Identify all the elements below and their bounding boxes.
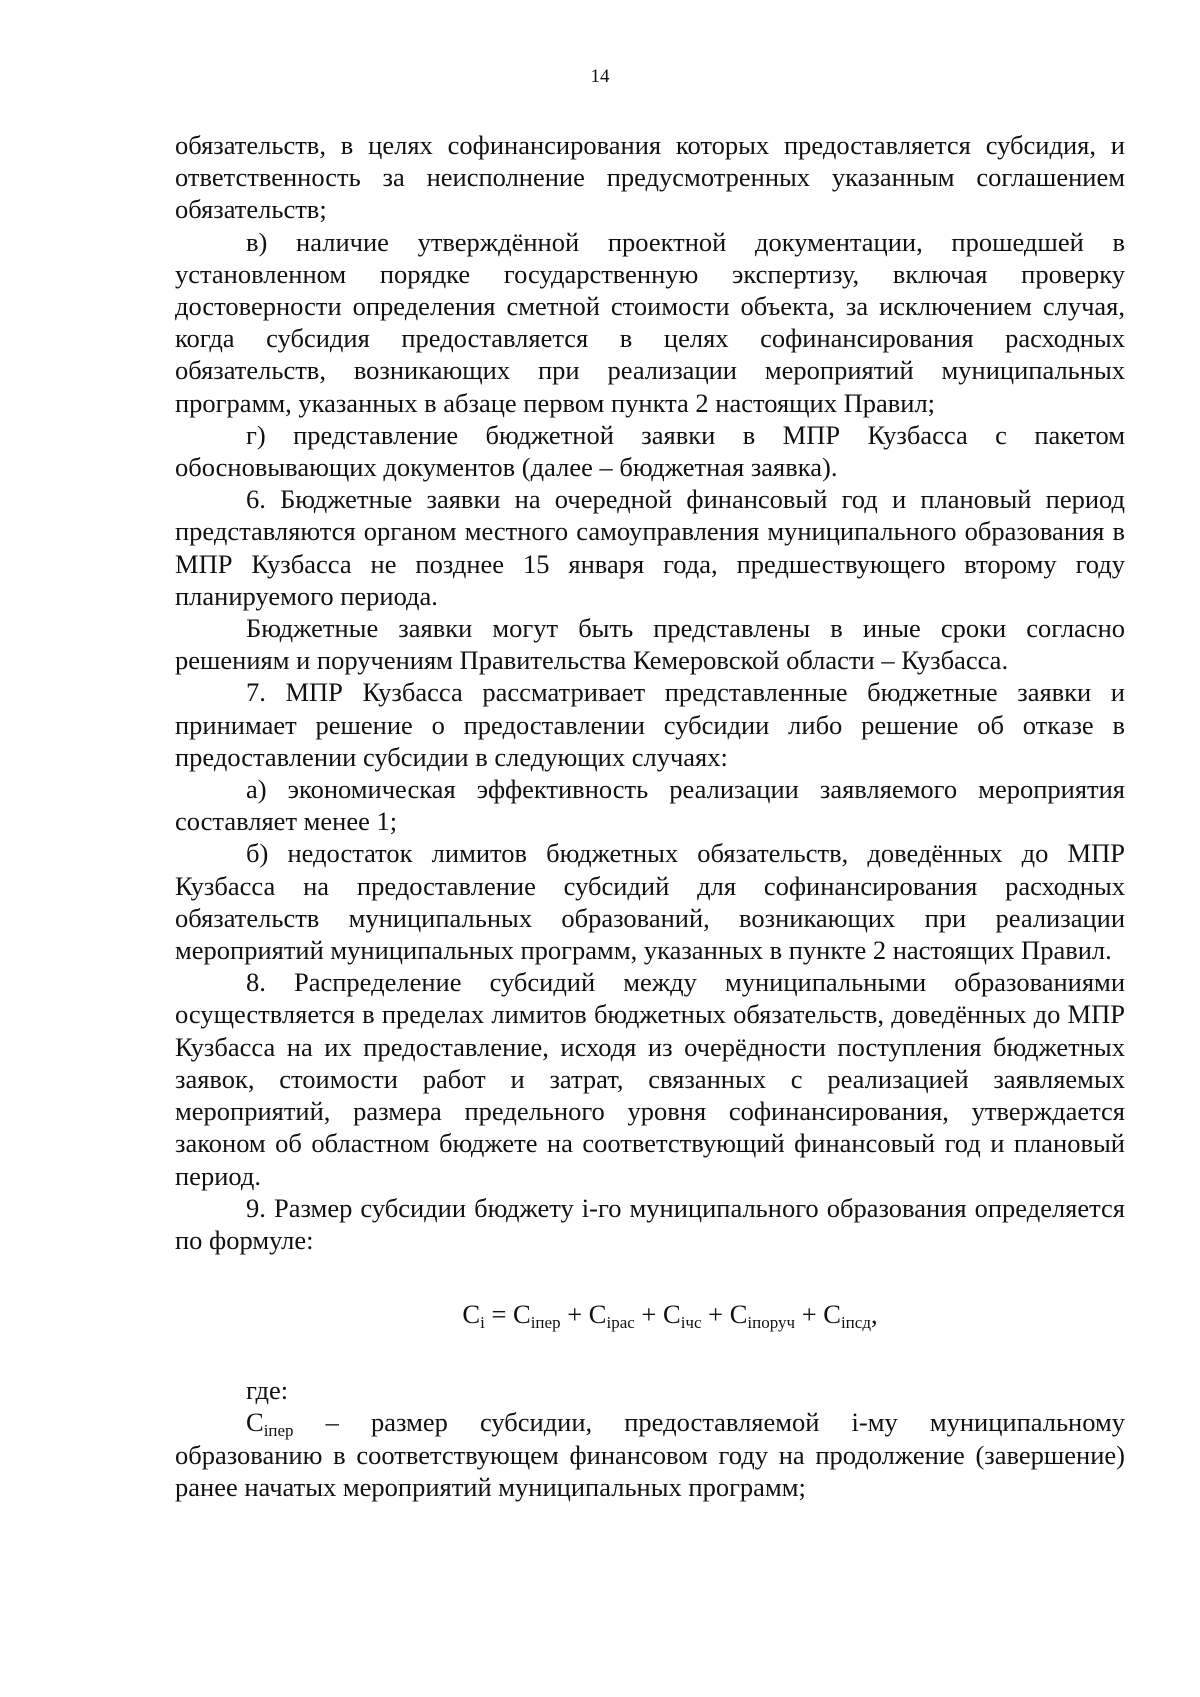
formula-term-2-subscript: iрас: [606, 1313, 635, 1333]
paragraph-item-b: б) недостаток лимитов бюджетных обязательств, доведённых до МПР Кузбасса на предоставление субсидий для софинансирования расходных обязательств муниципальных образований, возникающих при реализации мероприятий муниципальных программ, указанных в пункте 2 настоящих Правил.: [175, 838, 1125, 966]
formula-equals: =: [484, 1299, 514, 1330]
paragraph-clause-7: 7. МПР Кузбасса рассматривает представленные бюджетные заявки и принимает решение о предоставлении субсидии либо решение об отказе в предоставлении субсидии в следующих случаях:: [175, 677, 1125, 772]
page-number: 14: [590, 66, 610, 87]
paragraph-clause-8: 8. Распределение субсидий между муниципальными образованиями осуществляется в пределах лимитов бюджетных обязательств, доведённых до МПР Кузбасса на их предоставление, исходя из очерёдности поступления бюджетных заявок, стоимости работ и затрат, связанных с реализацией заявляемых мероприятий, размера предельного уровня софинансирования, утверждается законом об областном бюджете на соответствующий финансовый год и плановый период.: [175, 967, 1125, 1191]
formula-plus: +: [560, 1299, 589, 1330]
where-label: где:: [246, 1375, 289, 1406]
formula-term-5: C: [823, 1299, 841, 1330]
definition-variable-subscript: iпер: [263, 1421, 294, 1441]
paragraph-clause-6: 6. Бюджетные заявки на очередной финансовый год и плановый период представляются органом местного самоуправления муниципального образования в МПР Кузбасса не позднее 15 января года, предшествующего второму году планируемого периода.: [175, 484, 1125, 611]
definition-c-iper: [175, 1406, 1125, 1503]
formula-term-5-subscript: iпсд: [840, 1313, 871, 1333]
paragraph-budget-requests: Бюджетные заявки могут быть представлены в иные сроки согласно решениям и поручениям Правительства Кемеровской области – Кузбасса.: [175, 613, 1125, 676]
formula-plus: +: [634, 1299, 663, 1330]
paragraph-item-g: г) представление бюджетной заявки в МПР Кузбасса с пакетом обосновывающих документов (далее – бюджетная заявка).: [175, 419, 1125, 483]
paragraph-clause-9: 9. Размер субсидии бюджету i-го муниципального образования определяется по формуле:: [175, 1192, 1125, 1255]
formula-term-3: C: [663, 1299, 681, 1330]
formula-plus: +: [701, 1299, 730, 1330]
subsidy-formula: [175, 1298, 1125, 1333]
formula-tail: ,: [870, 1299, 878, 1330]
formula-term-4: C: [729, 1299, 748, 1330]
definition-text: – размер субсидии, предоставляемой i-му муниципальному образованию в соответствующем финансовом году на продолжение (завершение) ранее начатых мероприятий муниципальных программ;: [175, 1407, 1125, 1502]
paragraph-continuation: обязательств, в целях софинансирования которых предоставляется субсидия, и ответственность за неисполнение предусмотренных указанным соглашением обязательств;: [175, 130, 1125, 225]
document-body: [175, 129, 1125, 1503]
formula-lhs-subscript: i: [480, 1313, 485, 1333]
definition-variable: C: [246, 1407, 264, 1438]
paragraph-item-a: а) экономическая эффективность реализации заявляемого мероприятия составляет менее 1;: [175, 774, 1125, 837]
formula-term-2: C: [588, 1299, 607, 1330]
formula-lhs: C: [462, 1299, 481, 1330]
formula-term-1-subscript: iпер: [530, 1313, 561, 1333]
paragraph-item-v: в) наличие утверждённой проектной документации, прошедшей в установленном порядке государственную экспертизу, включая проверку достоверности определения сметной стоимости объекта, за исключением случая, когда субсидия предоставляется в целях софинансирования расходных обязательств, возникающих при реализации мероприятий муниципальных программ, указанных в абзаце первом пункта 2 настоящих Правил;: [175, 226, 1125, 418]
formula-plus: +: [795, 1299, 824, 1330]
formula-term-1: C: [513, 1299, 531, 1330]
formula-term-4-subscript: iпоруч: [747, 1313, 796, 1333]
formula-term-3-subscript: iчс: [680, 1313, 702, 1333]
